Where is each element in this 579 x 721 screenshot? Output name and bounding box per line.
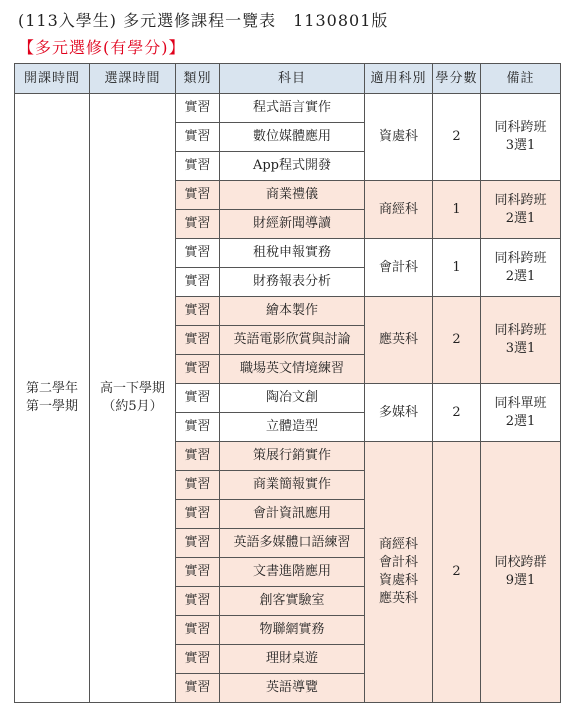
subject-cell: App程式開發 xyxy=(220,152,365,181)
credits-cell: 1 xyxy=(433,239,481,297)
category-cell: 實習 xyxy=(176,384,220,413)
header-category: 類別 xyxy=(176,64,220,94)
section-subtitle: 【多元選修(有學分)】 xyxy=(18,38,186,57)
remark-cell: 同科跨班 2選1 xyxy=(481,239,561,297)
subject-cell: 商業禮儀 xyxy=(220,181,365,210)
header-select-time: 選課時間 xyxy=(90,64,176,94)
credits-cell: 2 xyxy=(433,384,481,442)
remark-cell: 同科單班 2選1 xyxy=(481,384,561,442)
subject-cell: 財務報表分析 xyxy=(220,268,365,297)
credits-cell: 1 xyxy=(433,181,481,239)
subject-cell: 商業簡報實作 xyxy=(220,471,365,500)
subject-cell: 策展行銷實作 xyxy=(220,442,365,471)
category-cell: 實習 xyxy=(176,326,220,355)
category-cell: 實習 xyxy=(176,616,220,645)
select-time-cell: 高一下學期 （約5月） xyxy=(90,94,176,703)
category-cell: 實習 xyxy=(176,181,220,210)
open-time-cell: 第二學年 第一學期 xyxy=(15,94,90,703)
category-cell: 實習 xyxy=(176,645,220,674)
department-cell: 應英科 xyxy=(365,297,433,384)
category-cell: 實習 xyxy=(176,558,220,587)
subject-cell: 數位媒體應用 xyxy=(220,123,365,152)
remark-cell: 同科跨班 3選1 xyxy=(481,94,561,181)
category-cell: 實習 xyxy=(176,442,220,471)
category-cell: 實習 xyxy=(176,210,220,239)
subject-cell: 文書進階應用 xyxy=(220,558,365,587)
department-cell: 商經科 xyxy=(365,181,433,239)
subject-cell: 繪本製作 xyxy=(220,297,365,326)
remark-cell: 同科跨班 2選1 xyxy=(481,181,561,239)
subject-cell: 英語導覽 xyxy=(220,674,365,703)
remark-cell: 同科跨班 3選1 xyxy=(481,297,561,384)
category-cell: 實習 xyxy=(176,674,220,703)
subject-cell: 職場英文情境練習 xyxy=(220,355,365,384)
department-cell: 商經科 會計科 資處科 應英科 xyxy=(365,442,433,703)
header-remarks: 備註 xyxy=(481,64,561,94)
category-cell: 實習 xyxy=(176,297,220,326)
course-table xyxy=(14,63,561,703)
header-open-time: 開課時間 xyxy=(15,64,90,94)
category-cell: 實習 xyxy=(176,152,220,181)
category-cell: 實習 xyxy=(176,355,220,384)
header-subject: 科目 xyxy=(220,64,365,94)
header-row xyxy=(15,64,561,94)
department-cell: 多媒科 xyxy=(365,384,433,442)
credits-cell: 2 xyxy=(433,94,481,181)
header-department: 適用科別 xyxy=(365,64,433,94)
table-row xyxy=(15,94,561,123)
subject-cell: 租稅申報實務 xyxy=(220,239,365,268)
course-table-body xyxy=(15,94,561,703)
category-cell: 實習 xyxy=(176,94,220,123)
subject-cell: 立體造型 xyxy=(220,413,365,442)
category-cell: 實習 xyxy=(176,413,220,442)
category-cell: 實習 xyxy=(176,529,220,558)
subject-cell: 財經新聞導讀 xyxy=(220,210,365,239)
department-cell: 資處科 xyxy=(365,94,433,181)
category-cell: 實習 xyxy=(176,123,220,152)
document-title: (113入學生) 多元選修課程一覽表 1130801版 xyxy=(18,11,389,30)
subject-cell: 會計資訊應用 xyxy=(220,500,365,529)
remark-cell: 同校跨群 9選1 xyxy=(481,442,561,703)
subject-cell: 英語電影欣賞與討論 xyxy=(220,326,365,355)
department-cell: 會計科 xyxy=(365,239,433,297)
subject-cell: 創客實驗室 xyxy=(220,587,365,616)
credits-cell: 2 xyxy=(433,297,481,384)
subject-cell: 陶冶文創 xyxy=(220,384,365,413)
category-cell: 實習 xyxy=(176,239,220,268)
category-cell: 實習 xyxy=(176,587,220,616)
subject-cell: 程式語言實作 xyxy=(220,94,365,123)
category-cell: 實習 xyxy=(176,268,220,297)
category-cell: 實習 xyxy=(176,500,220,529)
credits-cell: 2 xyxy=(433,442,481,703)
category-cell: 實習 xyxy=(176,471,220,500)
subject-cell: 英語多媒體口語練習 xyxy=(220,529,365,558)
subject-cell: 理財桌遊 xyxy=(220,645,365,674)
header-credits: 學分數 xyxy=(433,64,481,94)
subject-cell: 物聯網實務 xyxy=(220,616,365,645)
